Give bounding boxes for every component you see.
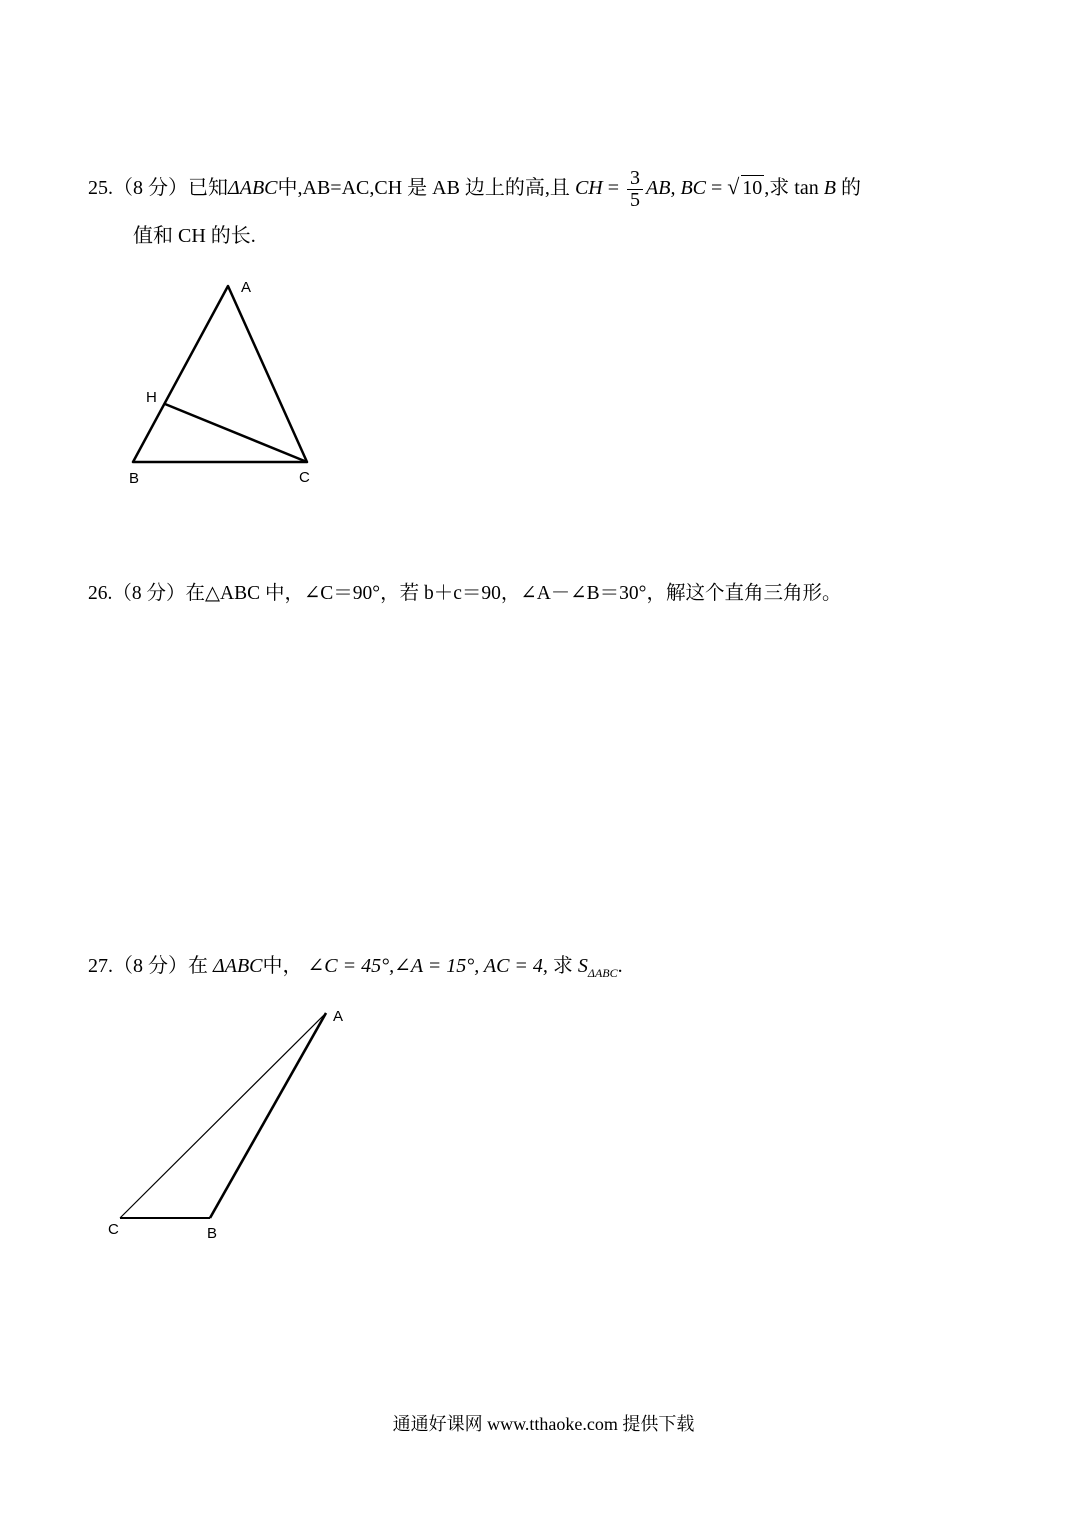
sqrt-ten: √ 10 — [727, 174, 763, 200]
vertex-label-a-25: A — [241, 279, 252, 296]
triangle-abc-figure-25 — [133, 286, 307, 462]
question-25-line1: 25.（8 分）已知ΔABC中,AB=AC,CH 是 AB 边上的高,且 CH = $\frac{3}{5}$ AB, BC = √ 10 ,求 tan B 的 — [88, 167, 861, 211]
fraction-three-fifths: $\frac{3}{5}$ — [627, 168, 643, 211]
footer-credit: 通通好课网 www.tthaoke.com 提供下载 — [392, 1414, 695, 1434]
vertex-label-a-27: A — [333, 1008, 344, 1025]
vertex-label-c-27: C — [108, 1221, 119, 1238]
question-25-line2: 值和 CH 的长. — [133, 225, 256, 247]
question-26-line: 26.（8 分）在△ABC 中，∠C＝90°，若 b＋c＝90，∠A－∠B＝30°，解这个直角三角形。 — [88, 583, 842, 604]
triangle-abc-outline — [133, 286, 307, 462]
vertex-label-h-25: H — [146, 389, 157, 406]
vertex-label-c-25: C — [299, 469, 310, 486]
vertex-label-b-25: B — [129, 470, 140, 487]
vertex-label-b-27: B — [207, 1225, 218, 1242]
triangle-abc-figure-27 — [120, 1013, 326, 1218]
question-27-line: 27.（8 分）在 ΔABC中， ∠C = 45°,∠A = 15°, AC = 4, 求 $S_{\Delta ABC}$. — [88, 955, 623, 980]
side-ca-line — [120, 1013, 326, 1218]
side-ba-line — [210, 1013, 326, 1218]
